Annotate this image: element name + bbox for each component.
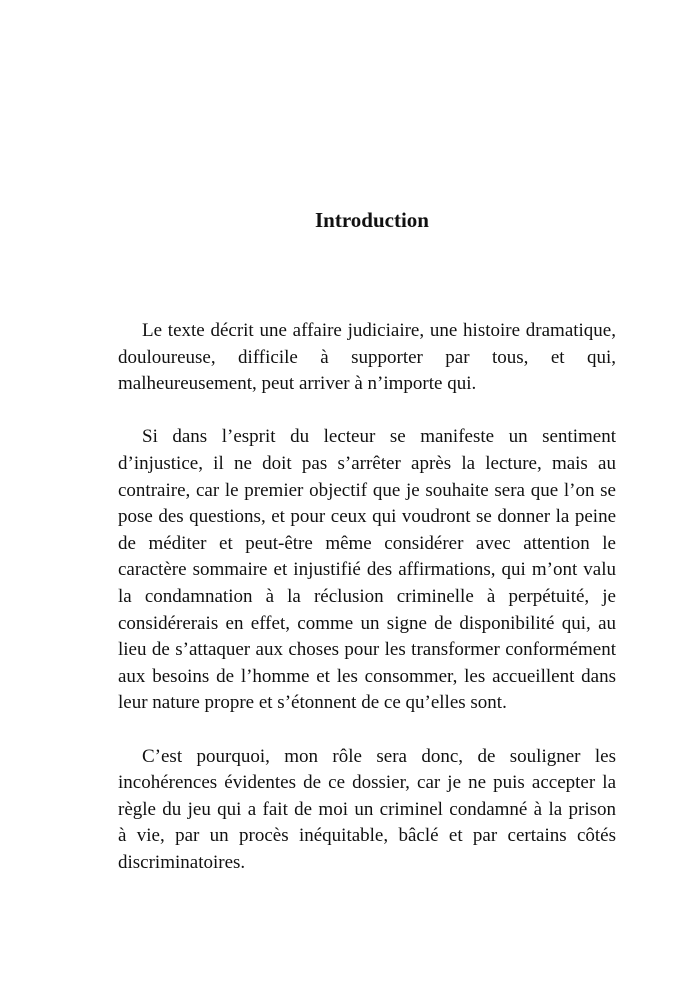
paragraph xyxy=(118,744,616,877)
page-title: Introduction xyxy=(315,208,429,232)
text-line: discriminatoires. xyxy=(118,851,246,873)
text-line: Le texte décrit une affaire judiciaire, une histoire dramatique, xyxy=(142,320,616,341)
text-line: Si dans l’esprit du lecteur se manifeste un sentiment xyxy=(142,426,616,448)
text-line: C’est pourquoi, mon rôle sera donc, de souligner les xyxy=(142,745,616,767)
document-body xyxy=(118,318,616,903)
text-line: pose des questions, et pour ceux qui voudront se donner la peine xyxy=(118,506,616,528)
text-line: règle du jeu qui a fait de moi un criminel condamné à la prison xyxy=(118,798,616,820)
text-line: malheureusement, peut arriver à n’importe qui. xyxy=(118,373,477,395)
text-line: aux besoins de l’homme et les consommer, les accueillent dans xyxy=(118,665,616,687)
text-line: lieu de s’attaquer aux choses pour les transformer conformément xyxy=(118,639,616,661)
text-line: d’injustice, il ne doit pas s’arrêter après la lecture, mais au xyxy=(118,452,616,474)
text-line: incohérences évidentes de ce dossier, car je ne puis accepter la xyxy=(118,772,616,794)
text-line: de méditer et peut-être même considérer avec attention le xyxy=(118,532,616,554)
text-line: à vie, par un procès inéquitable, bâclé et par certains côtés xyxy=(118,825,616,847)
text-line: la condamnation à la réclusion criminelle à perpétuité, je xyxy=(118,585,616,607)
paragraph xyxy=(118,424,616,717)
paragraph xyxy=(118,318,616,398)
text-line: leur nature propre et s’étonnent de ce qu’elles sont. xyxy=(118,692,507,714)
text-line: considérerais en effet, comme un signe de disponibilité qui, au xyxy=(118,612,616,634)
text-line: caractère sommaire et injustifié des affirmations, qui m’ont valu xyxy=(118,559,616,581)
text-line: contraire, car le premier objectif que je souhaite sera que l’on se xyxy=(118,479,616,501)
text-line: douloureuse, difficile à supporter par tous, et qui, xyxy=(118,346,616,368)
